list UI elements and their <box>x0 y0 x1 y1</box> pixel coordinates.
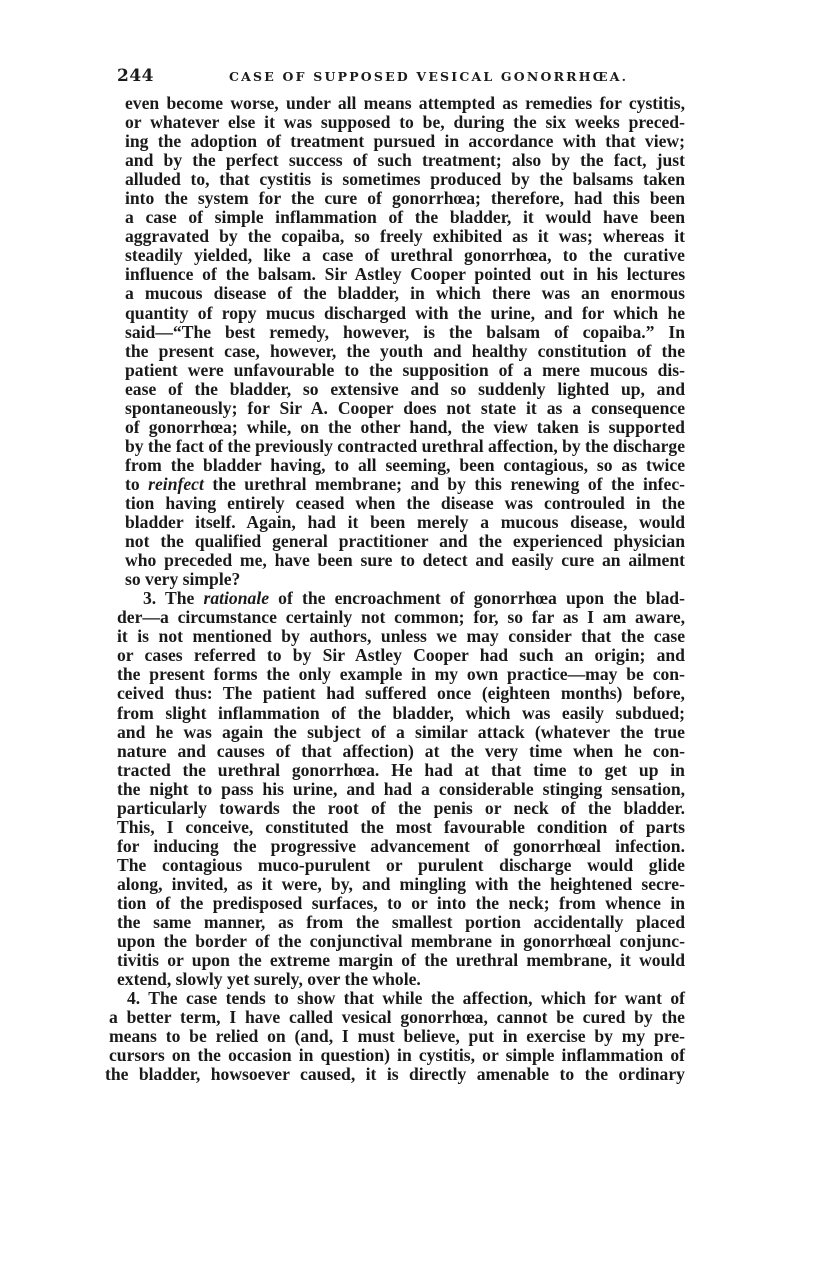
text-line: 3. The rationale of the encroachment of gonorrhœa upon the blad- <box>143 588 685 609</box>
text-line: the present forms the only example in my own practice—may be con- <box>117 664 685 685</box>
running-title: CASE OF SUPPOSED VESICAL GONORRHŒA. <box>229 69 629 84</box>
text-line: aggravated by the copaiba, so freely exhibited as it was; whereas it <box>125 226 685 247</box>
text-line: tion of the predisposed surfaces, to or into the neck; from whence in <box>117 892 685 913</box>
text-line: along, invited, as it were, by, and mingling with the heightened secre- <box>117 873 685 894</box>
text-line: steadily yielded, like a case of urethral gonorrhœa, to the curative <box>125 245 685 266</box>
text-line: influence of the balsam. Sir Astley Cooper pointed out in his lectures <box>125 264 686 285</box>
text-line: and by the perfect success of such treatment; also by the fact, just <box>125 150 686 171</box>
body-text <box>105 94 697 1084</box>
text-line: so very simple? <box>125 569 241 590</box>
text-line: This, I conceive, constituted the most favourable condition of parts <box>117 816 685 837</box>
text-line: patient were unfavourable to the supposition of a mere mucous dis- <box>125 359 686 380</box>
text-line: der—a circumstance certainly not common; for, so far as I am aware, <box>117 607 686 628</box>
text-line: The contagious muco-purulent or purulent discharge would glide <box>117 854 685 875</box>
text-line: or whatever else it was supposed to be, during the six weeks preced- <box>125 112 685 133</box>
text-line: extend, slowly yet surely, over the whole. <box>117 969 421 990</box>
text-line: from the bladder having, to all seeming, been contagious, so as twice <box>125 454 686 475</box>
text-line: bladder itself. Again, had it been merely a mucous disease, would <box>125 512 686 533</box>
text-line: or cases referred to by Sir Astley Cooper had such an origin; and <box>117 645 685 666</box>
text-line: upon the border of the conjunctival membrane in gonorrhœal conjunc- <box>117 931 685 952</box>
text-line: means to be relied on (and, I must believe, put in exercise by my pre- <box>109 1026 685 1047</box>
italic-term: reinfect <box>148 473 204 494</box>
text-line: cursors on the occasion in question) in cystitis, or simple inflammation of <box>109 1045 685 1066</box>
book-page <box>105 66 697 1084</box>
text-line: the present case, however, the youth and healthy constitution of the <box>125 340 686 361</box>
text-line: nature and causes of that affection) at the very time when he con- <box>117 740 686 761</box>
text-line: even become worse, under all means attempted as remedies for cystitis, <box>125 93 686 113</box>
text-line: said—“The best remedy, however, is the balsam of copaiba.” In <box>125 321 686 342</box>
text-line: who preceded me, have been sure to detect and easily cure an ailment <box>125 550 686 571</box>
text-line: a mucous disease of the bladder, in which there was an enormous <box>125 283 685 304</box>
text-line: for inducing the progressive advancement of gonorrhœal infection. <box>117 835 685 856</box>
text-line: ceived thus: The patient had suffered once (eighteen months) before, <box>117 683 685 704</box>
text-line: ease of the bladder, so extensive and so suddenly lighted up, and <box>125 378 686 399</box>
text-line: the bladder, howsoever caused, it is directly amenable to the ordinary <box>105 1064 685 1085</box>
text-line: from slight inflammation of the bladder, which was easily subdued; <box>117 702 685 723</box>
text-line: it is not mentioned by authors, unless we may consider that the case <box>117 626 686 647</box>
text-line: ing the adoption of treatment pursued in accordance with that view; <box>125 131 685 152</box>
text-line: to reinfect the urethral membrane; and by this renewing of the infec- <box>125 473 685 494</box>
text-line: tracted the urethral gonorrhœa. He had at that time to get up in <box>117 759 685 780</box>
text-line: the same manner, as from the smallest portion accidentally placed <box>117 912 685 933</box>
text-line: tivitis or upon the extreme margin of the urethral membrane, it would <box>117 950 686 971</box>
text-line: alluded to, that cystitis is sometimes produced by the balsams taken <box>125 169 685 190</box>
text-line: tion having entirely ceased when the disease was controuled in the <box>125 492 685 513</box>
text-line: the night to pass his urine, and had a considerable stinging sensation, <box>117 778 686 799</box>
text-line: quantity of ropy mucus discharged with the urine, and for which he <box>125 302 686 323</box>
text-line: by the fact of the previously contracted urethral affection, by the discharge <box>125 435 686 456</box>
text-line: of gonorrhœa; while, on the other hand, the view taken is supported <box>125 416 685 437</box>
text-line: 4. The case tends to show that while the affection, which for want of <box>127 988 685 1009</box>
text-line: a case of simple inflammation of the bladder, it would have been <box>125 207 686 228</box>
page-number: 244 <box>117 66 154 86</box>
running-head <box>105 66 697 88</box>
text-line: and he was again the subject of a similar attack (whatever the true <box>117 721 685 742</box>
text-line: particularly towards the root of the penis or neck of the bladder. <box>117 797 685 818</box>
text-line: spontaneously; for Sir A. Cooper does not state it as a consequence <box>125 397 685 418</box>
text-line: into the system for the cure of gonorrhœa; therefore, had this been <box>125 188 686 209</box>
text-line: a better term, I have called vesical gonorrhœa, cannot be cured by the <box>109 1007 685 1028</box>
text-line: not the qualified general practitioner and the experienced physician <box>125 531 686 552</box>
italic-term: rationale <box>203 588 270 609</box>
